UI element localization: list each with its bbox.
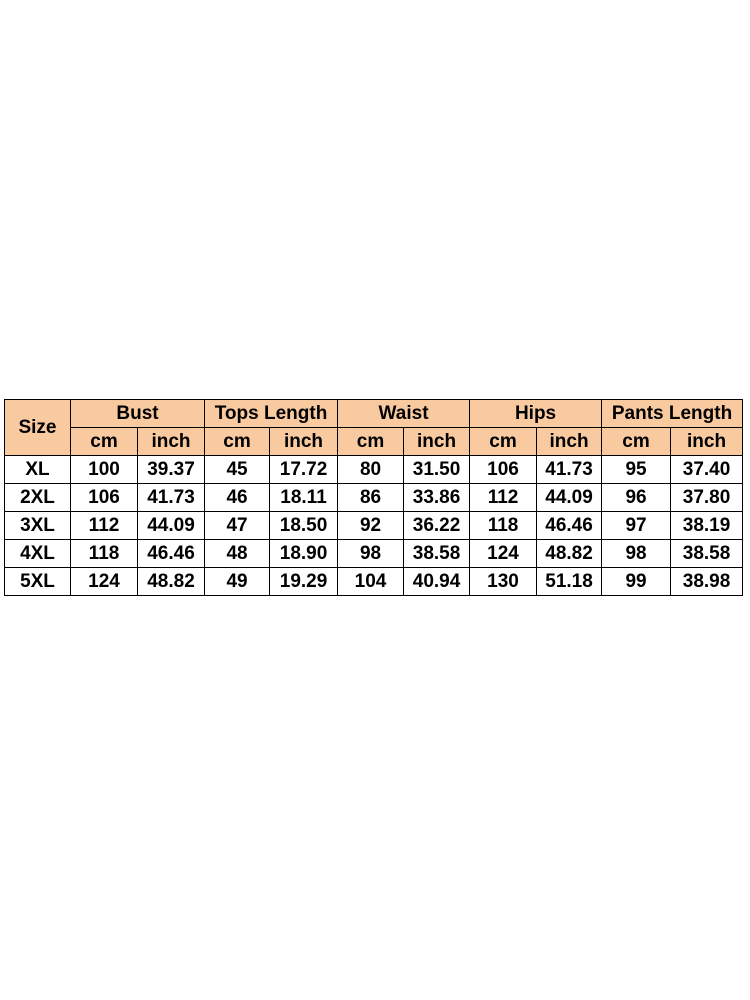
measurement-cell: 104 — [338, 568, 404, 596]
unit-header: cm — [602, 428, 671, 456]
measurement-cell: 38.58 — [671, 540, 743, 568]
waist-header: Waist — [338, 400, 470, 428]
measurement-cell: 51.18 — [537, 568, 602, 596]
measurement-cell: 31.50 — [404, 456, 470, 484]
size-cell: 2XL — [5, 484, 71, 512]
measurement-cell: 106 — [470, 456, 537, 484]
measurement-cell: 112 — [71, 512, 138, 540]
measurement-cell: 118 — [71, 540, 138, 568]
table-row — [5, 568, 743, 596]
unit-header: cm — [71, 428, 138, 456]
measurement-cell: 48.82 — [537, 540, 602, 568]
unit-header: inch — [138, 428, 205, 456]
group-header-row — [5, 400, 743, 428]
tops-length-header: Tops Length — [205, 400, 338, 428]
measurement-cell: 45 — [205, 456, 270, 484]
unit-header: inch — [537, 428, 602, 456]
measurement-cell: 19.29 — [270, 568, 338, 596]
measurement-cell: 33.86 — [404, 484, 470, 512]
measurement-cell: 95 — [602, 456, 671, 484]
size-chart-table — [4, 399, 743, 596]
measurement-cell: 18.11 — [270, 484, 338, 512]
unit-header: cm — [470, 428, 537, 456]
measurement-cell: 40.94 — [404, 568, 470, 596]
size-cell: 3XL — [5, 512, 71, 540]
table-row — [5, 484, 743, 512]
measurement-cell: 46.46 — [138, 540, 205, 568]
unit-header-row — [5, 428, 743, 456]
measurement-cell: 118 — [470, 512, 537, 540]
measurement-cell: 18.90 — [270, 540, 338, 568]
measurement-cell: 44.09 — [138, 512, 205, 540]
unit-header: inch — [671, 428, 743, 456]
measurement-cell: 41.73 — [537, 456, 602, 484]
size-column-header: Size — [5, 400, 71, 456]
pants-length-header: Pants Length — [602, 400, 743, 428]
measurement-cell: 97 — [602, 512, 671, 540]
measurement-cell: 37.80 — [671, 484, 743, 512]
measurement-cell: 47 — [205, 512, 270, 540]
measurement-cell: 99 — [602, 568, 671, 596]
measurement-cell: 106 — [71, 484, 138, 512]
measurement-cell: 46 — [205, 484, 270, 512]
measurement-cell: 96 — [602, 484, 671, 512]
measurement-cell: 37.40 — [671, 456, 743, 484]
measurement-cell: 124 — [71, 568, 138, 596]
measurement-cell: 44.09 — [537, 484, 602, 512]
measurement-cell: 17.72 — [270, 456, 338, 484]
measurement-cell: 112 — [470, 484, 537, 512]
measurement-cell: 49 — [205, 568, 270, 596]
measurement-cell: 38.98 — [671, 568, 743, 596]
table-row — [5, 456, 743, 484]
size-cell: 5XL — [5, 568, 71, 596]
measurement-cell: 80 — [338, 456, 404, 484]
size-rows — [5, 456, 743, 596]
unit-header: inch — [270, 428, 338, 456]
measurement-cell: 100 — [71, 456, 138, 484]
measurement-cell: 38.19 — [671, 512, 743, 540]
bust-header: Bust — [71, 400, 205, 428]
size-cell: 4XL — [5, 540, 71, 568]
measurement-cell: 48 — [205, 540, 270, 568]
measurement-cell: 18.50 — [270, 512, 338, 540]
measurement-cell: 86 — [338, 484, 404, 512]
hips-header: Hips — [470, 400, 602, 428]
measurement-cell: 130 — [470, 568, 537, 596]
measurement-cell: 98 — [602, 540, 671, 568]
table-row — [5, 512, 743, 540]
unit-header: inch — [404, 428, 470, 456]
measurement-cell: 92 — [338, 512, 404, 540]
measurement-cell: 36.22 — [404, 512, 470, 540]
unit-header: cm — [205, 428, 270, 456]
measurement-cell: 124 — [470, 540, 537, 568]
measurement-cell: 48.82 — [138, 568, 205, 596]
measurement-cell: 41.73 — [138, 484, 205, 512]
size-cell: XL — [5, 456, 71, 484]
measurement-cell: 98 — [338, 540, 404, 568]
measurement-cell: 46.46 — [537, 512, 602, 540]
measurement-cell: 38.58 — [404, 540, 470, 568]
measurement-cell: 39.37 — [138, 456, 205, 484]
table-row — [5, 540, 743, 568]
unit-header: cm — [338, 428, 404, 456]
